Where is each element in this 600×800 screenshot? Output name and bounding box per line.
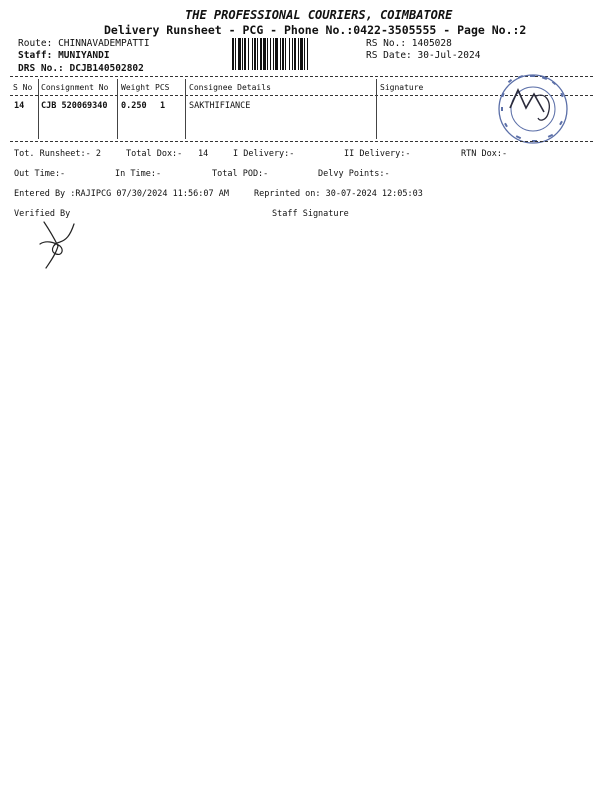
rtn-dox: RTN Dox:-: [461, 149, 508, 159]
total-dox-label: Total Dox:-: [126, 149, 183, 159]
out-time: Out Time:-: [14, 169, 66, 179]
column-divider: [185, 79, 186, 139]
company-title: THE PROFESSIONAL COURIERS, COIMBATORE: [185, 8, 453, 22]
drs-label: DRS No.:: [18, 63, 64, 74]
in-time: In Time:-: [115, 169, 162, 179]
staff-label: Staff:: [18, 50, 53, 61]
total-pod: Total POD:-: [212, 169, 269, 179]
col-header-sno: S No: [13, 83, 33, 92]
col-header-pcs: PCS: [155, 83, 170, 92]
reprinted-on: Reprinted on: 30-07-2024 12:05:03: [254, 189, 423, 199]
rs-no-value: 1405028: [411, 38, 452, 49]
delvy-points: Delvy Points:-: [318, 169, 390, 179]
rs-date-label: RS Date:: [366, 50, 412, 61]
barcode-icon: [232, 38, 362, 70]
total-dox-value: 14: [198, 149, 209, 159]
row-weight: 0.250: [121, 101, 147, 111]
column-divider: [376, 79, 377, 139]
staff-line: [18, 50, 110, 61]
column-divider: [117, 79, 118, 139]
staff-signature: Staff Signature: [272, 209, 349, 219]
ii-delivery: II Delivery:-: [344, 149, 411, 159]
rs-date-line: [366, 50, 480, 61]
rs-no-label: RS No.:: [366, 38, 407, 49]
runsheet-subtitle: Delivery Runsheet - PCG - Phone No.:0422-3505555 - Page No.:2: [104, 23, 527, 37]
drs-line: [18, 63, 144, 74]
row-consignee: SAKTHIFIANCE: [189, 101, 251, 111]
drs-value: DCJB140502802: [69, 63, 144, 74]
row-sno: 14: [14, 101, 25, 111]
i-delivery: I Delivery:-: [233, 149, 295, 159]
col-header-weight: Weight: [121, 83, 150, 92]
handwritten-signature: [36, 216, 86, 272]
route-label: Route:: [18, 38, 53, 49]
route-value: CHINNAVADEMPATTI: [58, 38, 150, 49]
route-line: [18, 38, 150, 49]
col-header-consignment: Consignment No: [41, 83, 109, 92]
col-header-signature: Signature: [380, 83, 424, 92]
rs-no-line: [366, 38, 452, 49]
staff-value: MUNIYANDI: [58, 50, 110, 61]
company-stamp: [496, 72, 570, 146]
column-divider: [38, 79, 39, 139]
rs-date-value: 30-Jul-2024: [417, 50, 481, 61]
divider: [10, 141, 593, 142]
row-pcs: 1: [160, 101, 166, 111]
entered-by: Entered By :RAJIPCG 07/30/2024 11:56:07 AM: [14, 189, 229, 199]
col-header-consignee: Consignee Details: [189, 83, 271, 92]
tot-runsheet: Tot. Runsheet:- 2: [14, 149, 101, 159]
row-consignment: CJB 520069340: [41, 101, 108, 111]
verified-by: Verified By: [14, 209, 71, 219]
